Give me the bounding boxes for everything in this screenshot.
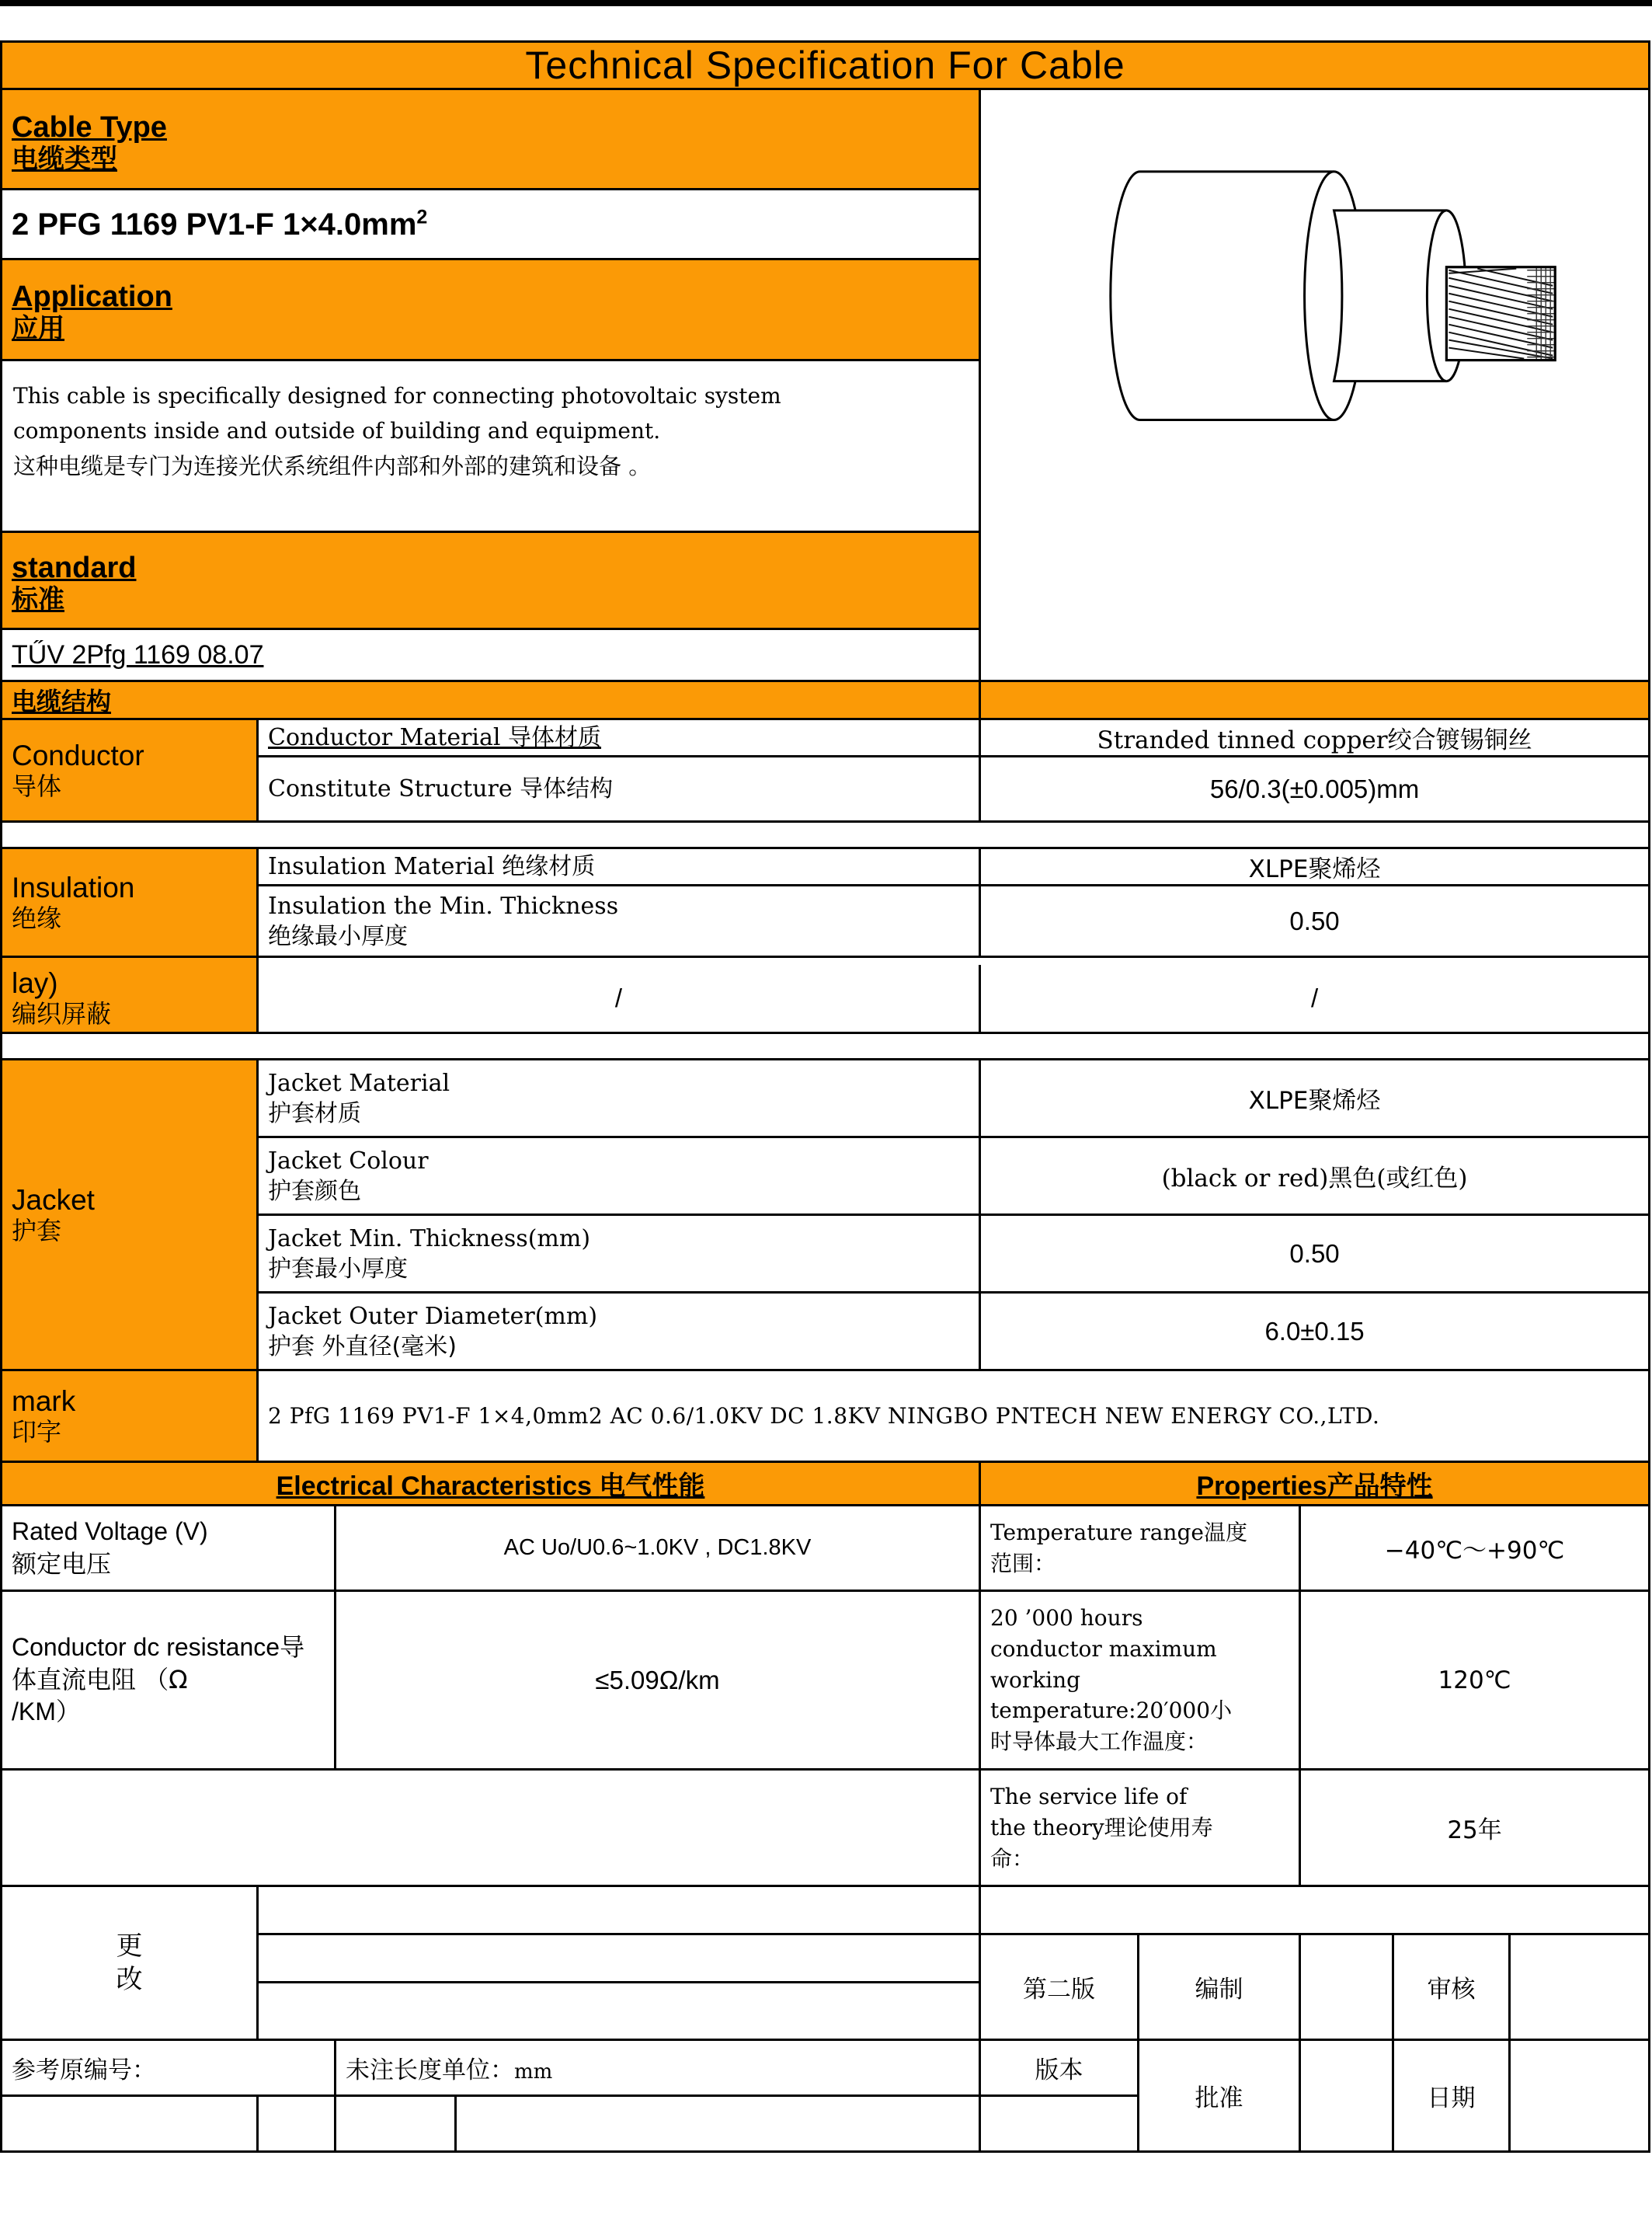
group-label-insulation-en: Insulation	[12, 871, 135, 904]
application-text-en-1: This cable is specifically designed for connecting photovoltaic system	[13, 382, 781, 409]
footer-bottom-blank-4[interactable]	[456, 2096, 980, 2152]
prop-insulation-material	[258, 848, 980, 886]
braid-shield-clip-strip-right	[258, 957, 1650, 965]
footer-change-char-2: 改	[116, 1963, 143, 1995]
prop-jacket-colour	[258, 1137, 980, 1215]
application-text-en-2: components inside and outside of building and equipment.	[13, 418, 661, 444]
label-rated-voltage-en: Rated Voltage (V)	[12, 1517, 208, 1546]
prop-constitute-structure	[258, 757, 980, 822]
spacer-cell-2	[2, 1033, 1650, 1060]
cable-type-value-text: 2 PFG 1169 PV1-F 1×4.0mm	[12, 207, 417, 242]
label-dc-resistance-line2: /KM）	[12, 1698, 81, 1726]
label-temperature-range-cn2: 范围：	[990, 1550, 1056, 1576]
footer-bottom-blank-3[interactable]	[336, 2096, 456, 2152]
group-label-insulation-cn: 绝缘	[12, 904, 62, 934]
prop-conductor-material-text: Conductor Material 导体材质	[268, 724, 602, 752]
footer-unit-note	[336, 2040, 980, 2096]
cable-structure-label-cn: 电缆结构	[12, 687, 112, 717]
footer-bottom-blank-2[interactable]	[258, 2096, 336, 2152]
group-label-conductor-en: Conductor	[12, 739, 144, 771]
structure-row-jacket-material	[2, 1060, 1650, 1137]
footer-change-char-1: 更	[116, 1931, 143, 1962]
footer-prepared-blank[interactable]	[1300, 1934, 1393, 2040]
structure-spacer-row-1	[2, 822, 1650, 848]
prop-jacket-thickness-cn: 护套最小厚度	[268, 1255, 408, 1283]
service-life-line-3: 命：	[990, 1845, 1035, 1872]
group-label-insulation	[2, 848, 258, 957]
prop-insulation-thickness	[258, 886, 980, 957]
cable-structure-header-right	[980, 681, 1650, 719]
group-label-jacket	[2, 1060, 258, 1370]
footer-unit-note-text: 未注长度单位：	[346, 2056, 514, 2085]
application-description	[2, 360, 980, 532]
dc-res-cn-text: 导体直流电阻 （Ω	[12, 1632, 305, 1694]
standard-value	[2, 629, 980, 681]
electrical-header-cn: 电气性能	[599, 1471, 705, 1503]
cable-cutaway-icon	[981, 90, 1648, 680]
prop-insulation-material-text: Insulation Material 绝缘材质	[268, 853, 596, 881]
application-label-cn: 应用	[12, 313, 64, 345]
label-temperature-range	[980, 1506, 1300, 1591]
group-label-conductor-cn: 导体	[12, 771, 62, 802]
footer-version-value: 第二版	[980, 1934, 1139, 2040]
max-temp-line-2: conductor maximum	[990, 1635, 1217, 1662]
spacer-cell-1	[2, 822, 1650, 848]
prop-jacket-thickness-en: Jacket Min. Thickness(mm)	[268, 1224, 591, 1252]
footer-ref-no-label: 参考原编号：	[2, 2040, 336, 2096]
electrical-header-en: Electrical Characteristics	[276, 1471, 600, 1502]
max-temp-line-5: 时导体最大工作温度：	[990, 1729, 1209, 1755]
cable-type-label-cn: 电缆类型	[12, 143, 117, 175]
value-max-working-temperature: 120℃	[1300, 1591, 1650, 1770]
group-label-braid-shield-cn: 编织屏蔽	[12, 999, 112, 1029]
group-label-mark-cn: 印字	[12, 1417, 62, 1447]
dc-res-en-text: Conductor dc resistance	[12, 1633, 280, 1662]
footer-date-label: 日期	[1393, 2040, 1510, 2152]
properties-header	[980, 1462, 1650, 1506]
max-temp-line-4	[990, 1695, 1289, 1726]
service-life-cn-text: 理论使用寿	[1104, 1814, 1213, 1840]
value-insulation-material: XLPE聚烯烃	[980, 848, 1650, 886]
electrical-characteristics-header	[2, 1462, 980, 1506]
footer-unit-value: mm	[514, 2060, 553, 2084]
prop-jacket-thickness	[258, 1215, 980, 1293]
standard-value-text: TŰV 2Pfg 1169 08.07	[12, 639, 264, 670]
application-text-cn: 这种电缆是专门为连接光伏系统组件内部和外部的建筑和设备 。	[13, 453, 652, 480]
structure-row-braid-shield-main	[2, 965, 1650, 1033]
standard-label-en: standard	[12, 551, 137, 584]
footer-change-row-1	[2, 1886, 1650, 1934]
footer-bottom-blank-1[interactable]	[2, 2096, 258, 2152]
label-dc-resistance	[2, 1591, 336, 1770]
footer-change-blank-2[interactable]	[258, 1934, 980, 1983]
footer-change-blank-right-1	[980, 1886, 1650, 1934]
prop-jacket-diameter-en: Jacket Outer Diameter(mm)	[268, 1302, 598, 1330]
char-headers-row	[2, 1462, 1650, 1506]
value-constitute-structure: 56/0.3(±0.005)mm	[980, 757, 1650, 822]
service-life-line-2	[990, 1812, 1289, 1844]
cable-type-value-sup: 2	[416, 206, 428, 228]
structure-spacer-row-2	[2, 1033, 1650, 1060]
value-braid-shield: /	[980, 965, 1650, 1033]
cable-type-value	[2, 190, 980, 259]
footer-version-label: 版本	[980, 2040, 1139, 2096]
mark-value-text: 2 PfG 1169 PV1-F 1×4,0mm2 AC 0.6/1.0KV DC 1.8KV NINGBO PNTECH NEW ENERGY CO.,LTD.	[268, 1403, 1380, 1429]
page-title: Technical Specification For Cable	[2, 42, 1650, 89]
group-label-mark	[2, 1370, 258, 1462]
group-label-mark-en: mark	[12, 1384, 76, 1417]
electrical-empty-cell	[2, 1770, 980, 1886]
label-dc-resistance-line1	[12, 1631, 325, 1696]
group-label-jacket-en: Jacket	[12, 1183, 95, 1216]
prop-jacket-material-en: Jacket Material	[268, 1069, 450, 1097]
value-service-life: 25年	[1300, 1770, 1650, 1886]
value-jacket-material: XLPE聚烯烃	[980, 1060, 1650, 1137]
properties-header-cn: 产品特性	[1327, 1471, 1433, 1503]
label-service-life	[980, 1770, 1300, 1886]
group-label-jacket-cn: 护套	[12, 1216, 62, 1246]
title-row	[2, 42, 1650, 89]
prop-jacket-material-cn: 护套材质	[268, 1099, 361, 1127]
prop-constitute-structure-text: Constitute Structure 导体结构	[268, 775, 614, 803]
group-label-braid-shield-en: lay)	[12, 967, 58, 1000]
properties-header-en: Properties	[1196, 1471, 1327, 1502]
structure-row-mark	[2, 1370, 1650, 1462]
value-jacket-thickness: 0.50	[980, 1215, 1650, 1293]
footer-reviewed-blank[interactable]	[1510, 1934, 1650, 2040]
service-life-line-1: The service life of	[990, 1784, 1188, 1810]
footer-date-blank[interactable]	[1510, 2040, 1650, 2152]
prop-jacket-diameter	[258, 1293, 980, 1370]
spec-table	[0, 40, 1650, 2153]
spec-sheet	[0, 40, 1648, 2153]
prop-insulation-thickness-cn: 绝缘最小厚度	[268, 922, 408, 950]
group-label-conductor	[2, 719, 258, 822]
footer-change-blank-1[interactable]	[258, 1886, 980, 1934]
top-rule	[0, 0, 1652, 6]
prop-braid-shield-value: /	[258, 965, 980, 1033]
max-temp-en4-text: temperature:20′000	[990, 1698, 1211, 1724]
standard-header	[2, 532, 980, 629]
prop-insulation-thickness-en: Insulation the Min. Thickness	[268, 892, 619, 920]
label-temperature-range-en	[990, 1517, 1289, 1548]
standard-label-cn: 标准	[12, 583, 64, 615]
cable-structure-header-row	[2, 681, 1650, 719]
application-header	[2, 259, 980, 360]
temp-range-en-text: Temperature range	[990, 1519, 1204, 1545]
prop-jacket-diameter-cn: 护套 外直径(毫米)	[268, 1332, 457, 1360]
application-label-en: Application	[12, 280, 172, 313]
value-temperature-range: −40℃～+90℃	[1300, 1506, 1650, 1591]
cable-structure-header	[2, 681, 980, 719]
prop-jacket-colour-en: Jacket Colour	[268, 1147, 429, 1175]
prop-conductor-material	[258, 719, 980, 757]
label-max-working-temperature	[980, 1591, 1300, 1770]
max-temp-line-1: 20 ’000 hours	[990, 1605, 1143, 1631]
footer-reference-row	[2, 2040, 1650, 2096]
value-rated-voltage: AC Uo/U0.6~1.0KV , DC1.8KV	[336, 1506, 980, 1591]
braid-shield-clip-strip	[2, 957, 258, 965]
max-temp-cn-text: 小	[1210, 1698, 1233, 1724]
cable-figure-cell	[980, 89, 1650, 681]
footer-reviewed-label: 审核	[1393, 1934, 1510, 2040]
footer-prepared-label: 编制	[1139, 1934, 1300, 2040]
value-conductor-material: Stranded tinned copper绞合镀锡铜丝	[980, 719, 1650, 757]
char-row-2	[2, 1591, 1650, 1770]
footer-bottom-blank-5[interactable]	[980, 2096, 1139, 2152]
prop-jacket-material	[258, 1060, 980, 1137]
char-row-3	[2, 1770, 1650, 1886]
label-rated-voltage-cn: 额定电压	[12, 1549, 112, 1578]
cable-type-label-en: Cable Type	[12, 110, 167, 144]
mark-value-cell	[258, 1370, 1650, 1462]
cable-type-header	[2, 89, 980, 190]
prop-jacket-colour-cn: 护套颜色	[268, 1177, 361, 1205]
footer-change-label	[2, 1886, 258, 2040]
value-insulation-thickness: 0.50	[980, 886, 1650, 957]
structure-row-conductor-material	[2, 719, 1650, 757]
temp-range-cn-text: 温度	[1203, 1519, 1247, 1545]
structure-row-insulation-material	[2, 848, 1650, 886]
value-jacket-colour: (black or red)黑色(或红色)	[980, 1137, 1650, 1215]
label-rated-voltage	[2, 1506, 336, 1591]
value-dc-resistance: ≤5.09Ω/km	[336, 1591, 980, 1770]
max-temp-line-3: working	[990, 1666, 1081, 1693]
group-label-braid-shield	[2, 965, 258, 1033]
cable-type-header-row	[2, 89, 1650, 190]
structure-row-braid-shield	[2, 957, 1650, 965]
footer-change-blank-3[interactable]	[258, 1983, 980, 2040]
footer-approved-label: 批准	[1139, 2040, 1300, 2152]
service-life-en2-text: the theory	[990, 1814, 1104, 1840]
footer-approved-blank[interactable]	[1300, 2040, 1393, 2152]
char-row-1	[2, 1506, 1650, 1591]
value-jacket-diameter: 6.0±0.15	[980, 1293, 1650, 1370]
